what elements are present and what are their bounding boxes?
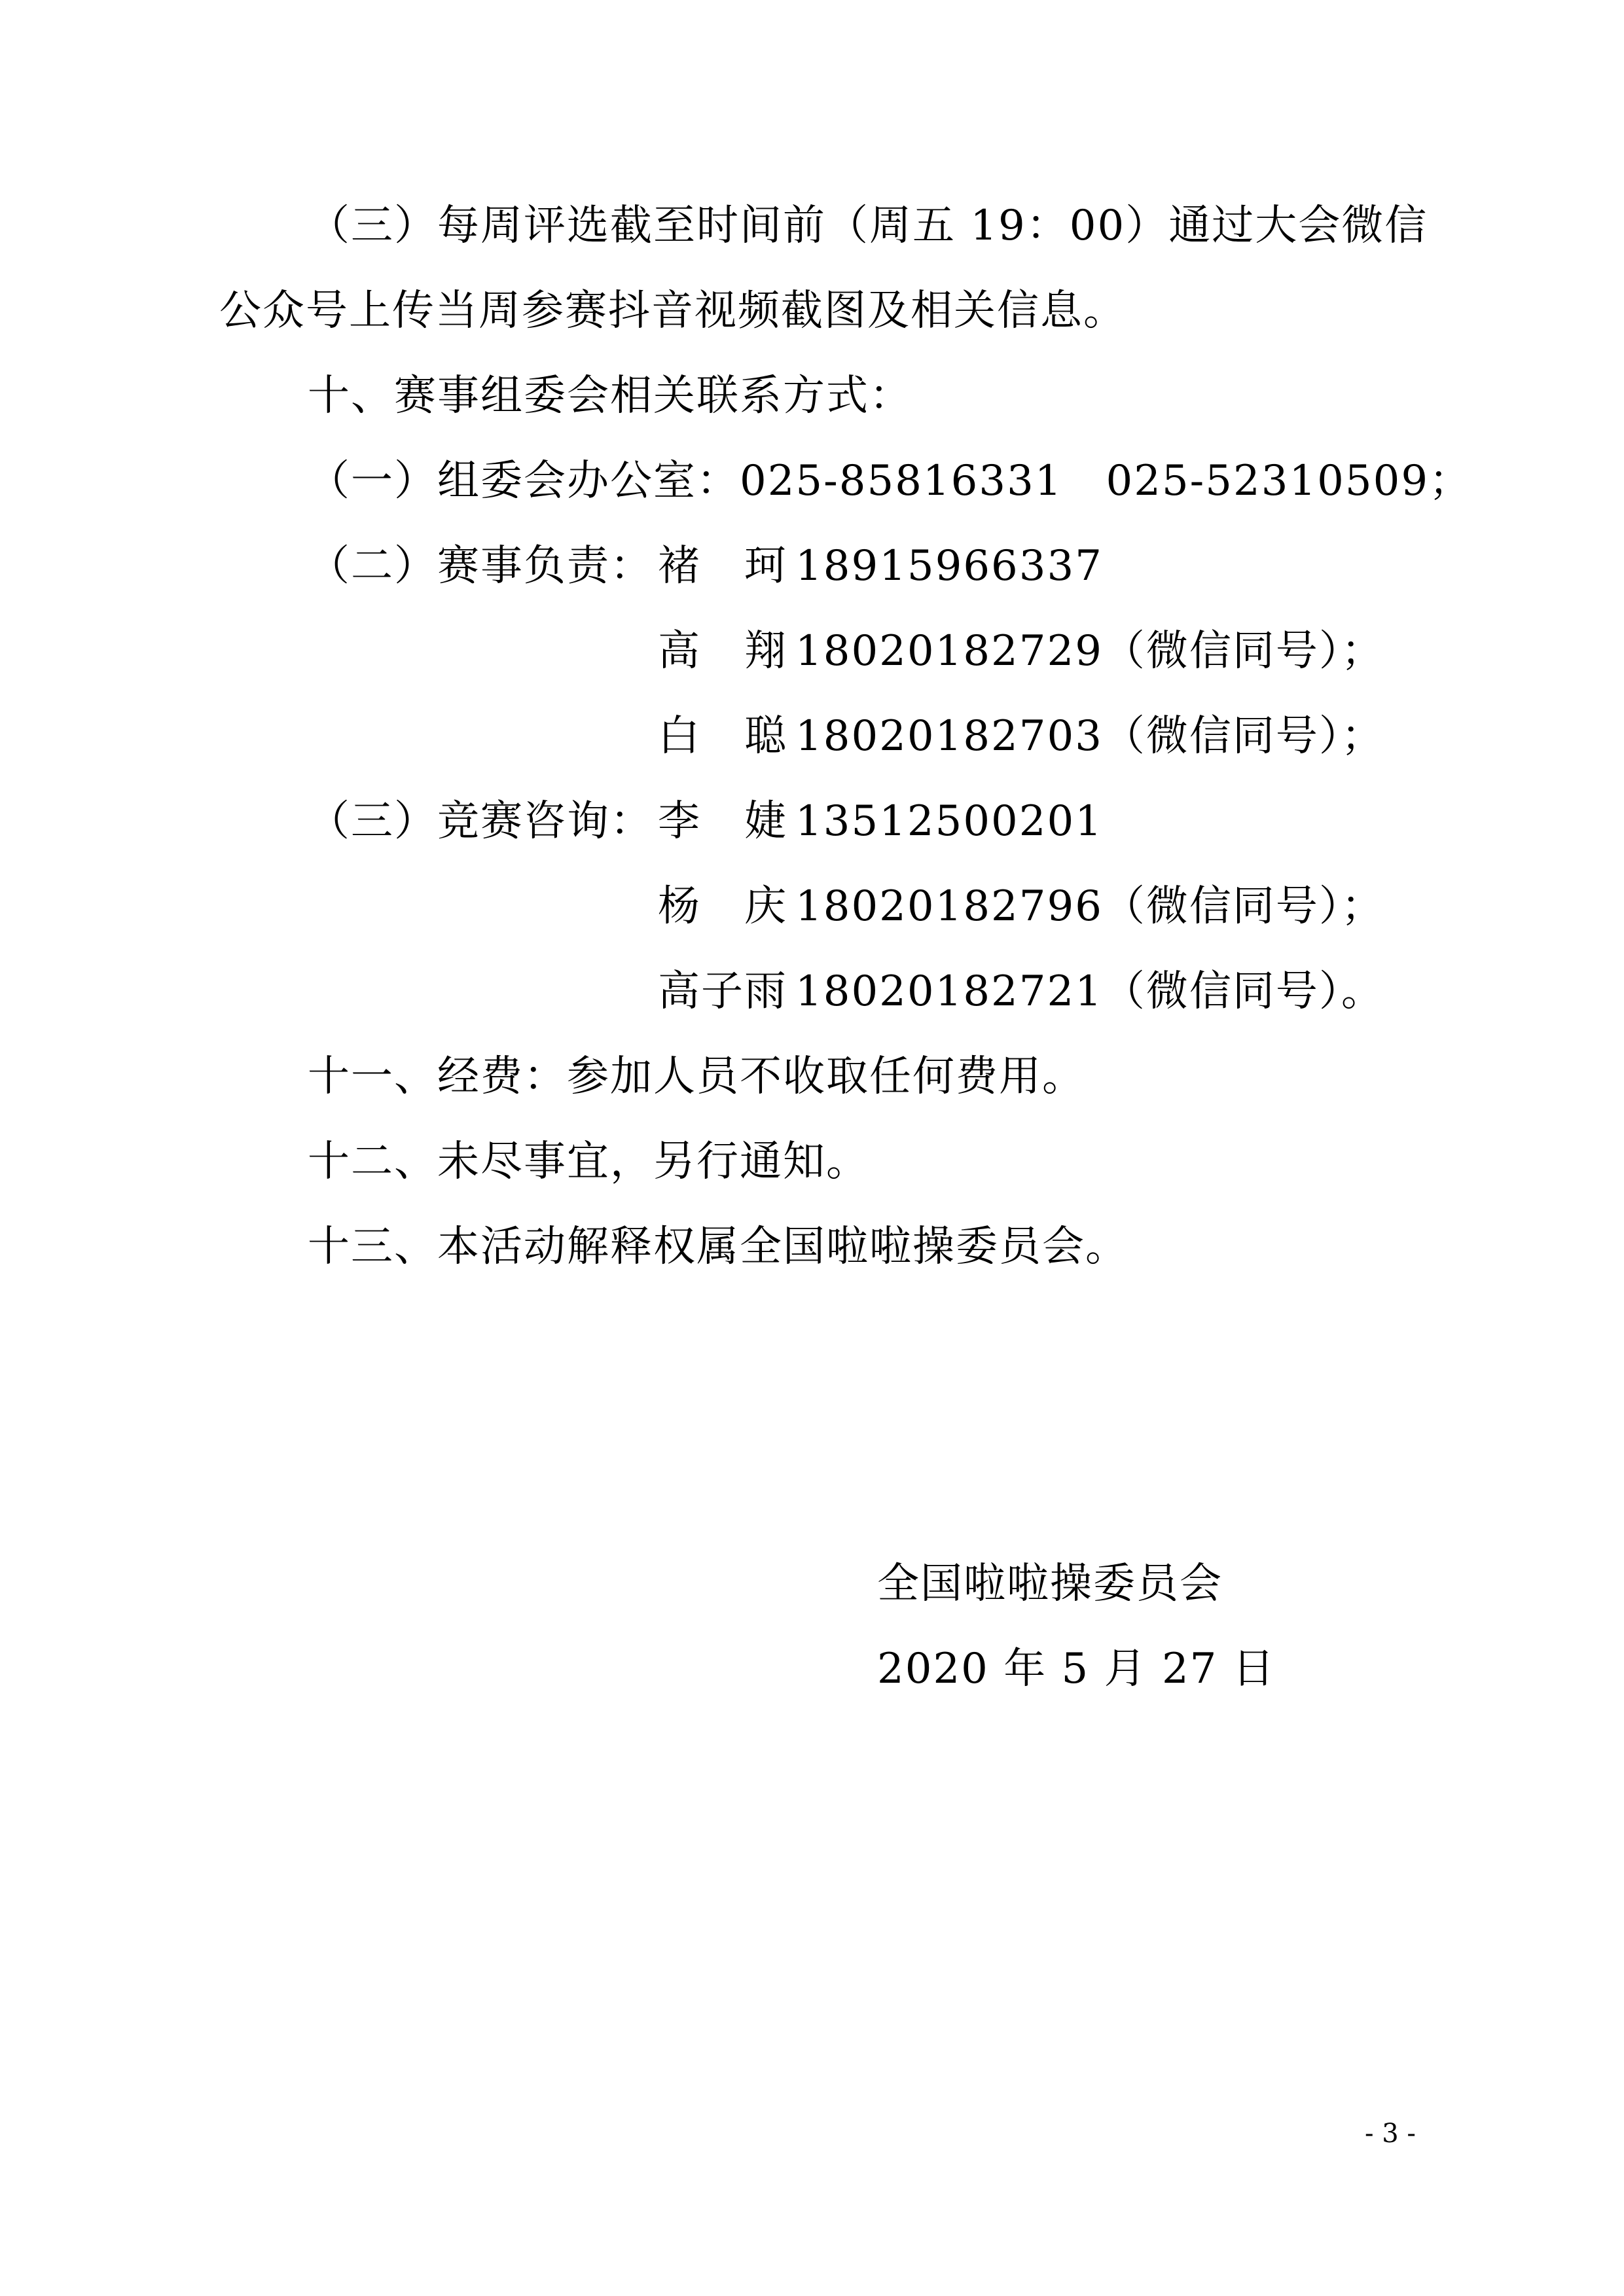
contact-detail: 18020182721（微信同号）。	[795, 967, 1384, 1016]
office-contact-line: （一）组委会办公室：025-85816331 025-52310509；	[308, 457, 1473, 505]
contact-detail: 13512500201	[795, 797, 1103, 846]
contact-detail: 18020182703（微信同号）；	[795, 712, 1384, 761]
contact-row	[658, 625, 1384, 677]
contact-row	[658, 965, 1384, 1018]
contact-name: 褚 珂	[658, 542, 787, 590]
consult-contact-label: （三）竞赛咨询：	[308, 797, 653, 846]
signature-date: 2020 年 5 月 27 日	[877, 1645, 1276, 1693]
section-heading: 十一、经费：参加人员不收取任何费用。	[308, 1052, 1085, 1101]
contact-name: 白 聪	[658, 712, 787, 761]
contact-detail: 18020182796（微信同号）；	[795, 882, 1384, 931]
event-contact-label: （二）赛事负责：	[308, 542, 653, 590]
contact-row	[658, 540, 1103, 592]
section-heading: 十三、本活动解释权属全国啦啦操委员会。	[308, 1223, 1128, 1271]
section-heading: 十二、未尽事宜，另行通知。	[308, 1138, 869, 1186]
contact-detail: 18915966337	[795, 542, 1103, 590]
contact-name: 高子雨	[658, 967, 787, 1016]
signature-org: 全国啦啦操委员会	[877, 1560, 1223, 1608]
contact-row	[658, 795, 1103, 848]
section-heading: 十、赛事组委会相关联系方式：	[308, 372, 912, 420]
paragraph-line: （三）每周评选截至时间前（周五 19：00）通过大会微信	[308, 202, 1428, 250]
contact-name: 李 婕	[658, 797, 787, 846]
paragraph-line: 公众号上传当周参赛抖音视频截图及相关信息。	[219, 287, 1127, 335]
contact-row	[658, 880, 1384, 933]
contact-name: 高 翔	[658, 627, 787, 675]
contact-name: 杨 庆	[658, 882, 787, 931]
contact-detail: 18020182729（微信同号）；	[795, 627, 1384, 675]
page-number: - 3 -	[1365, 2119, 1416, 2149]
contact-row	[658, 710, 1384, 762]
